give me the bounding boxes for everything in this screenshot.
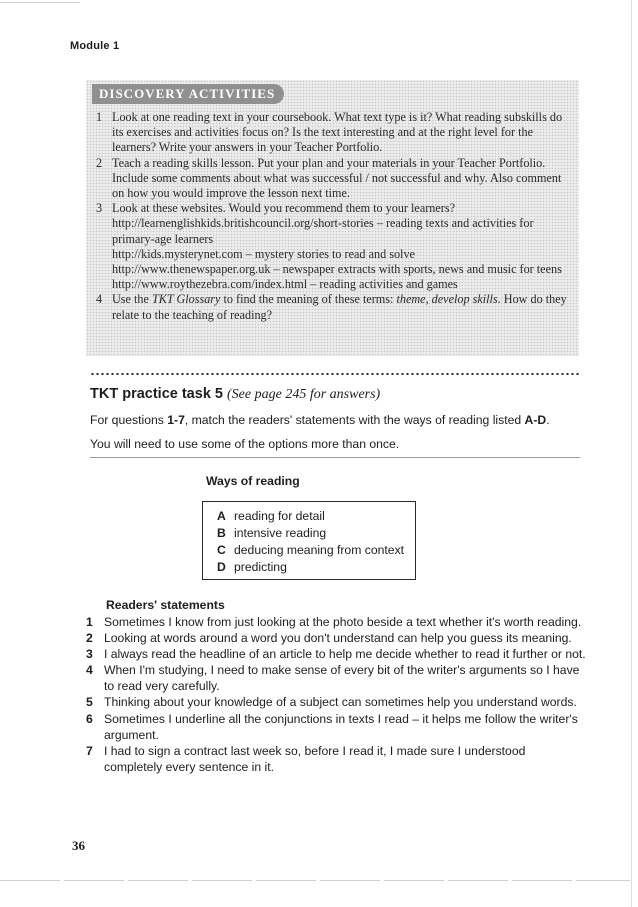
item-number: 4 <box>96 292 103 307</box>
way-option-c <box>217 543 404 557</box>
item-text: Teach a reading skills lesson. Put your plan and your materials in your Teacher Portfolio. Include some comments about what was successful / not successful and why. Also comment on how you would improve the lesson next time. <box>112 155 562 201</box>
answer-reference: (See page 245 for answers) <box>227 387 381 402</box>
task-heading <box>90 386 380 403</box>
option-text: predicting <box>234 560 287 574</box>
discovery-activities-title: DISCOVERY ACTIVITIES <box>92 84 284 104</box>
statement-2: 2 Looking at words around a word you don't understand can help you guess its meaning. <box>86 631 572 646</box>
option-letter: D <box>217 560 226 574</box>
option-text: intensive reading <box>234 526 327 540</box>
way-option-b <box>217 526 326 540</box>
statement-7: 7 I had to sign a contract last week so, before I read it, I made sure I understood completely every sentence in it. <box>86 743 526 774</box>
website-link[interactable]: http://learnenglishkids.britishcouncil.org/short-stories – reading texts and activities for primary-age learners <box>112 216 534 246</box>
statement-5: 5 Thinking about your knowledge of a subject can sometimes help you understand words. <box>86 695 577 710</box>
way-option-a <box>217 509 325 523</box>
task-title: TKT practice task 5 <box>90 386 223 402</box>
discovery-item-4 <box>96 292 574 322</box>
option-letter: C <box>217 543 226 557</box>
statement-3: 3 I always read the headline of an article to help me decide whether to read it further or not. <box>86 647 586 662</box>
page-edge <box>631 0 632 907</box>
website-link[interactable]: http://kids.mysterynet.com – mystery stories to read and solve <box>112 246 415 261</box>
task-instruction-2: You will need to use some of the options more than once. <box>90 437 400 451</box>
discovery-item-3 <box>96 201 574 292</box>
top-edge-rule <box>0 2 80 3</box>
option-text: deducing meaning from context <box>234 543 405 557</box>
website-link[interactable]: http://www.roythezebra.com/index.html – reading activities and games <box>112 277 458 292</box>
website-link[interactable]: http://www.thenewspaper.org.uk – newspaper extracts with sports, news and music for teens <box>112 262 562 277</box>
item-number: 1 <box>96 110 103 124</box>
option-letter: B <box>217 526 226 540</box>
page-number: 36 <box>72 838 85 853</box>
way-option-d <box>217 560 287 574</box>
discovery-item-1 <box>96 110 574 156</box>
dotted-divider <box>90 372 580 376</box>
discovery-item-2 <box>96 156 574 202</box>
item-number: 3 <box>96 201 103 216</box>
statement-1: 1 Sometimes I know from just looking at the photo beside a text whether it's worth reading. <box>86 615 582 629</box>
statement-4: 4 When I'm studying, I need to make sense of every bit of the writer's arguments so I have to read very carefully. <box>86 663 580 694</box>
ways-of-reading-box <box>202 501 416 580</box>
statement-6: 6 Sometimes I underline all the conjunctions in texts I read – it helps me follow the writer's argument. <box>86 711 578 742</box>
discovery-activities-list <box>96 110 574 323</box>
glossary-title: TKT Glossary <box>151 292 221 307</box>
item-number: 2 <box>96 155 103 170</box>
option-letter: A <box>217 509 226 523</box>
section-rule <box>90 457 580 458</box>
item-text: Use the <box>112 292 152 307</box>
item-text: . How do they relate to the teaching of reading? <box>112 292 567 322</box>
task-instruction-1: For questions 1-7, match the readers' statements with the ways of reading listed A-D. <box>90 413 550 427</box>
item-text: Look at one reading text in your coursebook. What text type is it? What reading subskills do its exercises and activities focus on? Is the text interesting and at the right level for the learners? Write your answers in your Teacher Portfolio. <box>112 110 563 155</box>
ways-of-reading-title: Ways of reading <box>206 474 300 488</box>
module-label: Module 1 <box>70 40 120 52</box>
glossary-terms: theme, develop skills <box>396 292 498 307</box>
readers-statements-title: Readers' statements <box>106 598 225 612</box>
item-text: Look at these websites. Would you recommend them to your learners? <box>112 201 455 216</box>
readers-statements-list <box>86 614 586 775</box>
bottom-edge-rule <box>0 880 630 881</box>
option-text: reading for detail <box>234 509 325 523</box>
item-text: to find the meaning of these terms: <box>220 292 397 307</box>
